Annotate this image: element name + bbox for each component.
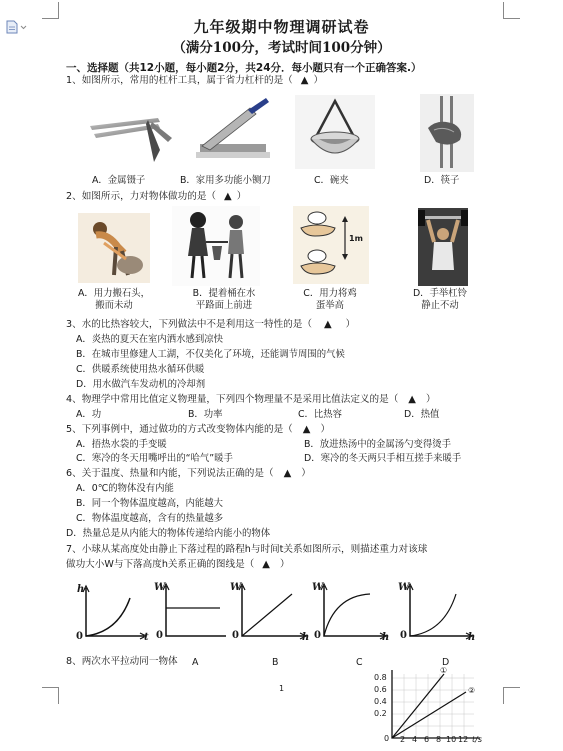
- q4-option-d: D．热值: [404, 409, 440, 420]
- graph-d-caption: D: [442, 657, 450, 668]
- answer-mark: ▲: [283, 468, 292, 479]
- question-3-stem: 3、水的比热容较大，下列做法中不是利用这一特性的是（ ▲ ）: [66, 319, 356, 330]
- graph-b-caption: B: [272, 657, 279, 668]
- q3-option-b: B．在城市里修建人工湖，不仅美化了环境，还能调节周围的气候: [76, 349, 345, 360]
- q5-option-c: C．寒冷的冬天用嘴呼出的“哈气”暖手: [76, 453, 233, 464]
- q1-option-c: C．碗夹: [314, 175, 349, 186]
- q6-option-c: C．物体温度越高，含有的热量越多: [76, 513, 224, 524]
- bowl-clamp-image: [295, 95, 375, 169]
- q2-option-d: D．手举杠铃 静止不动: [412, 288, 468, 311]
- graph-y-label: W: [154, 582, 166, 593]
- graph-origin: 0: [400, 630, 407, 641]
- answer-mark: ▲: [323, 319, 332, 330]
- line-label-2: ②: [468, 686, 476, 695]
- q3-option-c: C．供暖系统使用热水循环供暖: [76, 364, 205, 375]
- q1-option-d: D．筷子: [424, 175, 460, 186]
- q5-option-a: A．捂热水袋的手变暖: [76, 439, 167, 450]
- tweezers-image: [88, 100, 178, 172]
- y-tick-label: 0.8: [374, 673, 387, 682]
- lifting-stone-image: [78, 213, 150, 283]
- graph-d: [398, 582, 478, 644]
- question-4-stem: 4、物理学中常用比值定义物理量，下列四个物理量不是采用比值法定义的是（ ▲ ）: [66, 394, 436, 405]
- graph-y-label: W: [312, 582, 324, 593]
- page-title: 九年级期中物理调研试卷: [193, 18, 370, 36]
- crop-mark-bottom-right: [503, 687, 520, 704]
- x-tick-label: 10: [446, 735, 457, 744]
- page-number: 1: [279, 684, 285, 693]
- q1-option-b: B．家用多功能小铡刀: [180, 175, 271, 186]
- cutter-image: [190, 96, 270, 172]
- q1-option-a: A．金属镊子: [92, 175, 146, 186]
- carrying-bucket-image: [172, 206, 260, 286]
- question-6-stem: 6、关于温度、热量和内能，下列说法正确的是（ ▲ ）: [66, 468, 311, 479]
- q4-option-a: A．功: [76, 409, 102, 420]
- q5-option-b: B．放进热汤中的金属汤勺变得烫手: [304, 439, 452, 450]
- graph-origin: 0: [76, 631, 83, 642]
- barbell-image: [418, 208, 468, 286]
- graph-a: [154, 582, 234, 644]
- q2-option-a: A．用力搬石头， 搬而未动: [77, 288, 151, 311]
- x-tick-label: 6: [424, 735, 430, 744]
- question-1-stem: 1、如图所示，常用的杠杆工具，属于省力杠杆的是（ ▲ ）: [66, 75, 324, 86]
- q4-option-b: B．功率: [188, 409, 223, 420]
- line-label-1: ①: [440, 666, 448, 675]
- question-5-stem: 5、下列事例中，通过做功的方式改变物体内能的是（ ▲ ）: [66, 424, 331, 435]
- question-2-stem: 2、如图所示，力对物体做功的是（ ▲ ）: [66, 191, 247, 202]
- answer-mark: ▲: [300, 75, 309, 86]
- chopsticks-image: [420, 94, 474, 172]
- x-unit-label: t/s: [472, 735, 482, 744]
- q6-option-d: D．热量总是从内能大的物体传递给内能小的物体: [66, 528, 271, 539]
- section-heading: 一、选择题（共12小题，每小题2分，共24分．每小题只有一个正确答案.）: [66, 62, 422, 74]
- q8-x-axis-labels: [392, 735, 492, 745]
- question-7-line-2: 做功大小W与下落高度h关系正确的图线是（ ▲ ）: [66, 559, 290, 570]
- x-tick-label: 4: [412, 735, 418, 744]
- crop-mark-bottom-left: [42, 687, 59, 704]
- q2-option-b: B．提着桶在水 平路面上前进: [192, 288, 256, 311]
- q6-option-b: B．同一个物体温度越高，内能越大: [76, 498, 224, 509]
- q6-option-a: A．0℃的物体没有内能: [76, 483, 174, 494]
- raising-egg-image: [293, 206, 369, 284]
- q2-option-c: C．用力将鸡 蛋举高: [303, 288, 357, 311]
- graph-origin: 0: [384, 734, 390, 743]
- distance-label: 1m: [349, 234, 363, 243]
- answer-mark: ▲: [224, 191, 232, 202]
- graph-y-label: h: [77, 584, 85, 595]
- answer-mark: ▲: [262, 559, 270, 570]
- graph-b: [230, 582, 312, 644]
- graph-origin: 0: [232, 630, 239, 641]
- graph-y-label: W: [398, 582, 410, 593]
- y-tick-label: 0.6: [374, 685, 387, 694]
- answer-mark: ▲: [302, 424, 311, 435]
- question-7-line-1: 7、小球从某高度处由静止下落过程的路程h与时间t关系如图所示，则描述重力对该球: [66, 544, 428, 555]
- graph-x-label: h: [468, 632, 476, 643]
- y-tick-label: 0.4: [374, 697, 387, 706]
- q3-option-a: A．炎热的夏天在室内洒水感到凉快: [76, 334, 224, 345]
- graph-c-caption: C: [356, 657, 363, 668]
- q4-option-c: C．比热容: [298, 409, 343, 420]
- graph-x-label: t: [144, 632, 149, 643]
- graph-origin: 0: [314, 630, 321, 641]
- question-8-stem: 8、两次水平拉动同一物体: [66, 656, 178, 667]
- page-subtitle: （满分100分，考试时间100分钟）: [172, 40, 391, 56]
- y-tick-label: 0.2: [374, 709, 387, 718]
- answer-mark: ▲: [408, 394, 416, 405]
- graph-y-label: W: [230, 582, 242, 593]
- graph-h-t: [74, 584, 154, 646]
- graph-origin: 0: [156, 630, 163, 641]
- graph-x-label: h: [302, 632, 310, 643]
- x-tick-label: 12: [458, 735, 469, 744]
- q5-option-d: D．寒冷的冬天两只手相互搓手来暖手: [304, 453, 462, 464]
- graph-c: [312, 582, 392, 644]
- x-tick-label: 2: [400, 735, 406, 744]
- x-tick-label: 8: [436, 735, 442, 744]
- graph-x-label: h: [382, 632, 390, 643]
- q3-option-d: D．用水做汽车发动机的冷却剂: [76, 379, 206, 390]
- graph-a-caption: A: [192, 657, 199, 668]
